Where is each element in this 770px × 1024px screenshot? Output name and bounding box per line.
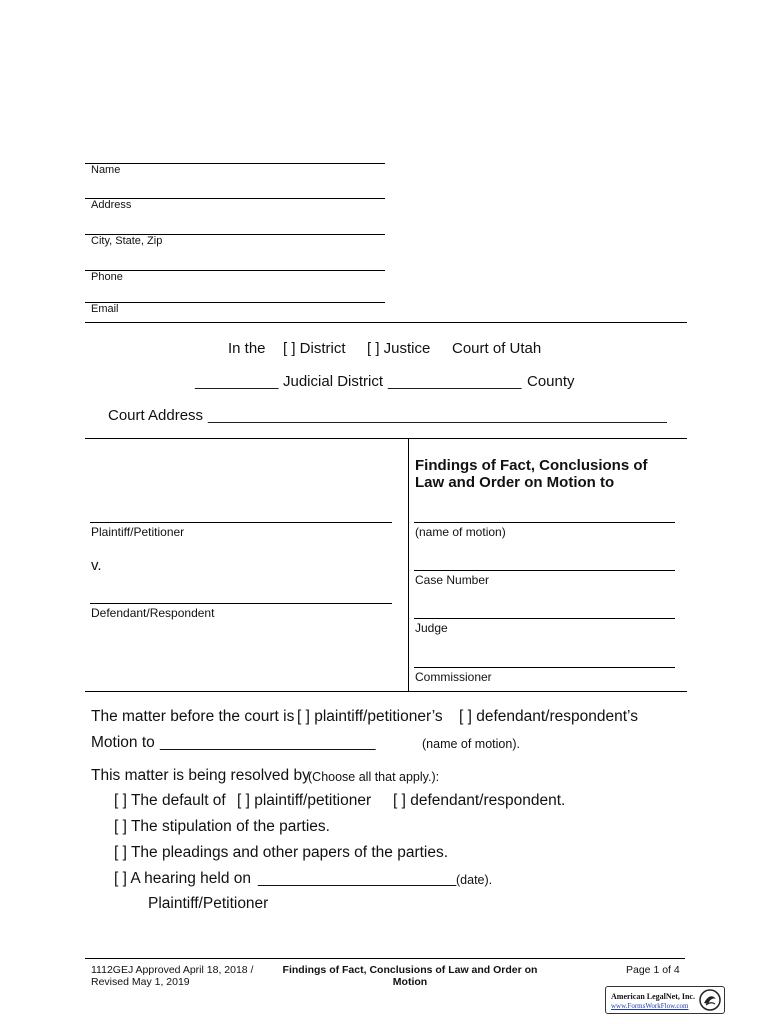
motion-to-label: Motion to bbox=[91, 734, 155, 751]
matter-before-label: The matter before the court is bbox=[91, 708, 295, 725]
justice-checkbox[interactable]: [ ] Justice bbox=[367, 340, 431, 357]
footer-title-line1: Findings of Fact, Conclusions of Law and Order on bbox=[282, 964, 538, 976]
court-of-utah-label: Court of Utah bbox=[452, 340, 542, 357]
versus-label: v. bbox=[91, 557, 102, 574]
judicial-district-label: Judicial District bbox=[283, 373, 384, 390]
publisher-url[interactable]: www.FormsWorkFlow.com bbox=[611, 1002, 689, 1010]
judge-label: Judge bbox=[415, 621, 448, 635]
name-of-motion-line bbox=[414, 522, 675, 523]
name-line bbox=[85, 163, 385, 164]
hearing-date-hint: (date). bbox=[456, 873, 493, 887]
email-label: Email bbox=[91, 303, 119, 315]
plaintiff-line bbox=[90, 522, 392, 523]
caption-title-line1: Findings of Fact, Conclusions of bbox=[415, 457, 648, 474]
caption-title-line2: Law and Order on Motion to bbox=[415, 474, 615, 491]
defendant-line bbox=[90, 603, 392, 604]
caption-bottom-line bbox=[85, 691, 687, 692]
plaintiff-motion-checkbox[interactable]: [ ] plaintiff/petitioner’s bbox=[297, 708, 443, 725]
footer-title-line2: Motion bbox=[392, 976, 428, 988]
publisher-badge[interactable] bbox=[605, 986, 725, 1014]
stipulation-checkbox[interactable]: [ ] The stipulation of the parties. bbox=[114, 818, 330, 835]
commissioner-line bbox=[414, 667, 675, 668]
publisher-logo-icon bbox=[699, 989, 721, 1011]
header-divider bbox=[85, 322, 687, 323]
motion-to-blank[interactable]: _________________________ bbox=[160, 734, 376, 751]
judicial-district-blank[interactable]: __________ bbox=[195, 373, 279, 390]
address-label: Address bbox=[91, 199, 132, 211]
plaintiff-petitioner-heading: Plaintiff/Petitioner bbox=[148, 895, 269, 912]
footer-page-number: Page 1 of 4 bbox=[626, 964, 680, 976]
phone-line bbox=[85, 270, 385, 271]
county-label: County bbox=[527, 373, 575, 390]
caption-divider bbox=[408, 438, 409, 691]
motion-name-hint: (name of motion). bbox=[422, 737, 520, 751]
hearing-checkbox[interactable]: [ ] A hearing held on bbox=[114, 870, 252, 887]
default-defendant-checkbox[interactable]: [ ] defendant/respondent. bbox=[393, 792, 566, 809]
case-number-label: Case Number bbox=[415, 573, 490, 587]
resolved-by-label: This matter is being resolved by bbox=[91, 767, 310, 784]
in-the-label: In the bbox=[228, 340, 266, 357]
district-checkbox[interactable]: [ ] District bbox=[283, 340, 346, 357]
name-of-motion-label: (name of motion) bbox=[415, 525, 506, 539]
footer-form-id-line1: 1112GEJ Approved April 18, 2018 / bbox=[91, 964, 254, 976]
default-plaintiff-checkbox[interactable]: [ ] plaintiff/petitioner bbox=[237, 792, 372, 809]
plaintiff-label: Plaintiff/Petitioner bbox=[91, 525, 185, 539]
commissioner-label: Commissioner bbox=[415, 670, 492, 684]
name-label: Name bbox=[91, 164, 121, 176]
defendant-motion-checkbox[interactable]: [ ] defendant/respondent’s bbox=[459, 708, 638, 725]
email-line bbox=[85, 302, 385, 303]
county-blank[interactable]: ________________ bbox=[388, 373, 522, 390]
footer-line bbox=[85, 958, 685, 959]
choose-all-hint: (Choose all that apply.): bbox=[308, 770, 440, 784]
court-address-label: Court Address bbox=[108, 407, 204, 424]
default-of-checkbox[interactable]: [ ] The default of bbox=[114, 792, 226, 809]
publisher-name: American LegalNet, Inc. bbox=[611, 992, 695, 1001]
phone-label: Phone bbox=[91, 271, 123, 283]
city-state-zip-label: City, State, Zip bbox=[91, 235, 163, 247]
footer-form-id-line2: Revised May 1, 2019 bbox=[91, 976, 190, 988]
judge-line bbox=[414, 618, 675, 619]
hearing-date-blank[interactable]: _______________________ bbox=[258, 870, 457, 887]
case-number-line bbox=[414, 570, 675, 571]
caption-top-line bbox=[85, 438, 687, 439]
court-address-blank[interactable]: _______________________________________________________ bbox=[208, 407, 667, 424]
pleadings-checkbox[interactable]: [ ] The pleadings and other papers of the parties. bbox=[114, 844, 449, 861]
defendant-label: Defendant/Respondent bbox=[91, 606, 215, 620]
